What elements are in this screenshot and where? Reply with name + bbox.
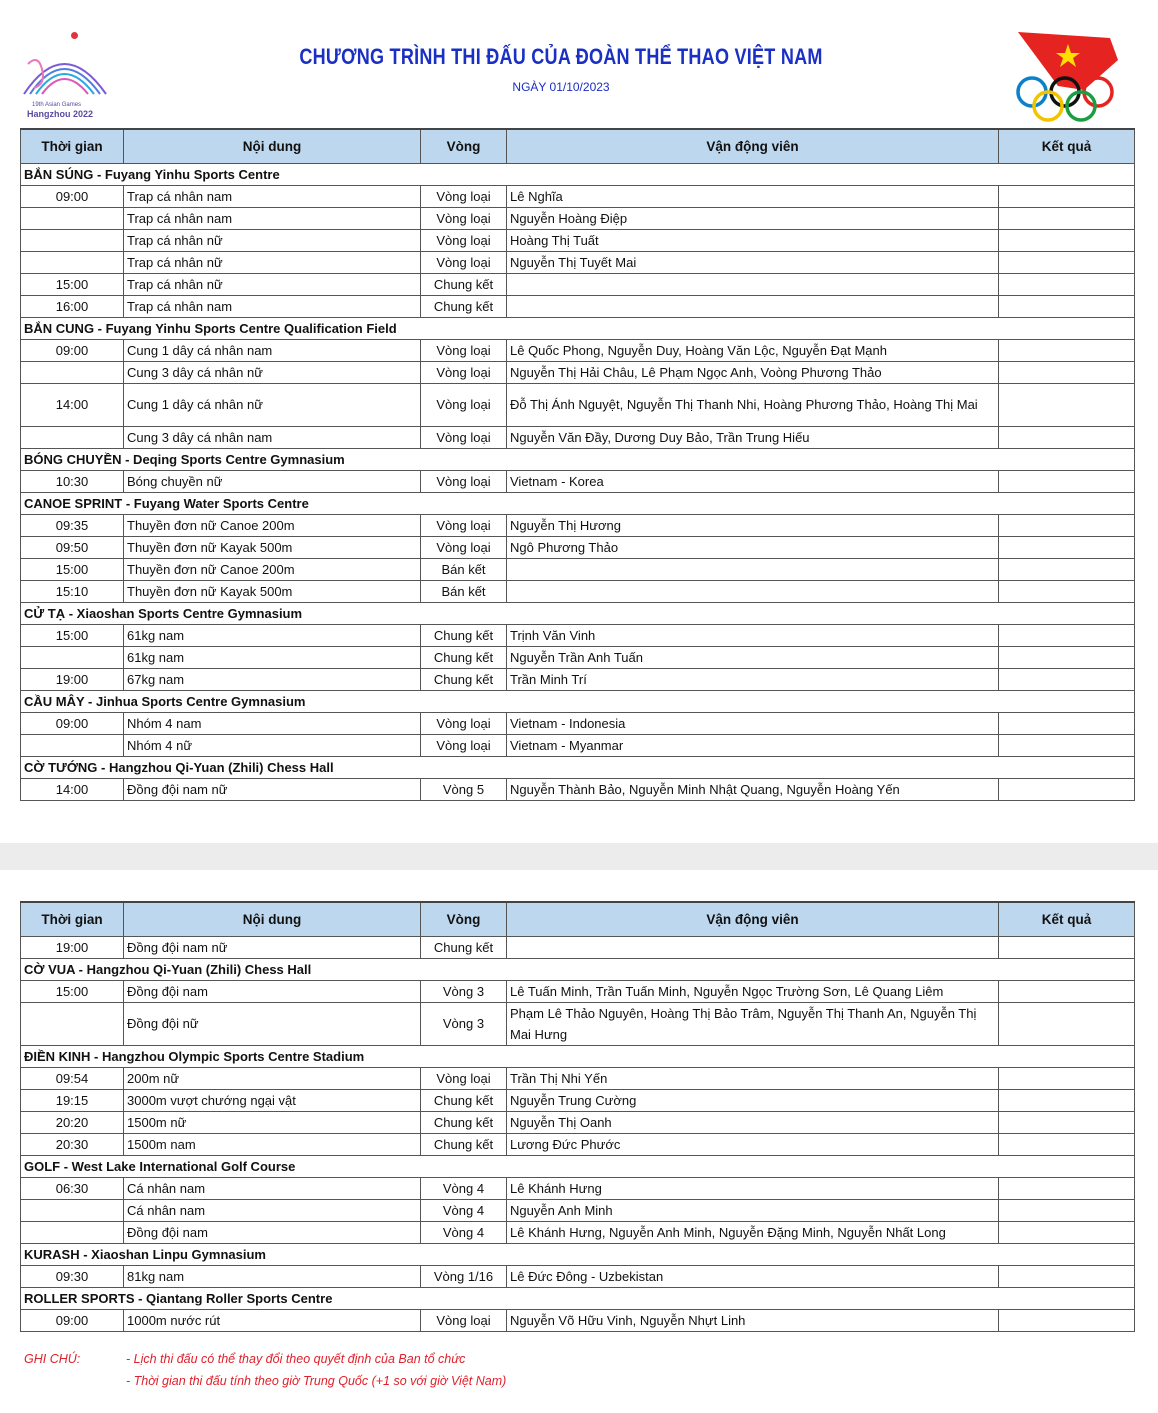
cell-round: Chung kết bbox=[421, 668, 507, 690]
cell-result bbox=[999, 273, 1135, 295]
cell-round: Chung kết bbox=[421, 1089, 507, 1111]
cell-event: 1500m nam bbox=[124, 1133, 421, 1155]
cell-round: Chung kết bbox=[421, 273, 507, 295]
cell-event: Cá nhân nam bbox=[124, 1177, 421, 1199]
column-header-event: Nội dung bbox=[124, 902, 421, 936]
cell-round: Vòng 3 bbox=[421, 1002, 507, 1045]
cell-event: 1500m nữ bbox=[124, 1111, 421, 1133]
cell-round: Vòng loại bbox=[421, 426, 507, 448]
cell-event: Trap cá nhân nam bbox=[124, 207, 421, 229]
cell-athletes: Vietnam - Korea bbox=[507, 470, 999, 492]
cell-round: Vòng 4 bbox=[421, 1221, 507, 1243]
section-title: CẦU MÂY - Jinhua Sports Centre Gymnasium bbox=[21, 690, 1135, 712]
cell-time bbox=[21, 1199, 124, 1221]
cell-event: Thuyền đơn nữ Canoe 200m bbox=[124, 514, 421, 536]
cell-athletes: Hoàng Thị Tuất bbox=[507, 229, 999, 251]
section-title: KURASH - Xiaoshan Linpu Gymnasium bbox=[21, 1243, 1135, 1265]
cell-time: 09:00 bbox=[21, 339, 124, 361]
cell-result bbox=[999, 295, 1135, 317]
cell-event: 1000m nước rút bbox=[124, 1309, 421, 1331]
cell-time bbox=[21, 734, 124, 756]
table-row bbox=[21, 1089, 1135, 1111]
table-row bbox=[21, 229, 1135, 251]
cell-event: 200m nữ bbox=[124, 1067, 421, 1089]
table-row bbox=[21, 207, 1135, 229]
cell-result bbox=[999, 339, 1135, 361]
cell-athletes: Trần Minh Trí bbox=[507, 668, 999, 690]
cell-time: 09:35 bbox=[21, 514, 124, 536]
column-header-round: Vòng bbox=[421, 902, 507, 936]
cell-time: 19:00 bbox=[21, 668, 124, 690]
cell-round: Vòng loại bbox=[421, 470, 507, 492]
page-title: CHƯƠNG TRÌNH THI ĐẤU CỦA ĐOÀN THỂ THAO VIỆT NAM bbox=[299, 44, 823, 69]
asian-games-logo bbox=[18, 30, 113, 122]
cell-event: Trap cá nhân nữ bbox=[124, 273, 421, 295]
cell-round: Chung kết bbox=[421, 1133, 507, 1155]
cell-result bbox=[999, 668, 1135, 690]
cell-round: Bán kết bbox=[421, 580, 507, 602]
cell-time: 20:30 bbox=[21, 1133, 124, 1155]
table-row bbox=[21, 1309, 1135, 1331]
cell-event: Nhóm 4 nam bbox=[124, 712, 421, 734]
cell-time: 14:00 bbox=[21, 778, 124, 800]
table-row bbox=[21, 1067, 1135, 1089]
cell-result bbox=[999, 1309, 1135, 1331]
header-row bbox=[21, 129, 1135, 163]
cell-athletes: Nguyễn Thị Hương bbox=[507, 514, 999, 536]
cell-athletes: Trần Thị Nhi Yến bbox=[507, 1067, 999, 1089]
section-row bbox=[21, 1155, 1135, 1177]
section-row bbox=[21, 602, 1135, 624]
cell-athletes: Nguyễn Anh Minh bbox=[507, 1199, 999, 1221]
cell-time: 09:00 bbox=[21, 1309, 124, 1331]
column-header-event: Nội dung bbox=[124, 129, 421, 163]
page-date: NGÀY 01/10/2023 bbox=[512, 80, 610, 94]
cell-athletes bbox=[507, 936, 999, 958]
cell-round: Chung kết bbox=[421, 295, 507, 317]
cell-round: Vòng loại bbox=[421, 712, 507, 734]
cell-round: Chung kết bbox=[421, 1111, 507, 1133]
cell-time: 20:20 bbox=[21, 1111, 124, 1133]
table-row bbox=[21, 734, 1135, 756]
table-row bbox=[21, 1111, 1135, 1133]
cell-time: 09:54 bbox=[21, 1067, 124, 1089]
cell-time bbox=[21, 1002, 124, 1045]
cell-round: Vòng loại bbox=[421, 1309, 507, 1331]
cell-athletes: Lương Đức Phước bbox=[507, 1133, 999, 1155]
cell-round: Vòng loại bbox=[421, 185, 507, 207]
cell-result bbox=[999, 646, 1135, 668]
table-row bbox=[21, 1265, 1135, 1287]
cell-event: 3000m vượt chướng ngại vật bbox=[124, 1089, 421, 1111]
cell-event: Đồng đội nữ bbox=[124, 1002, 421, 1045]
cell-event: Trap cá nhân nam bbox=[124, 295, 421, 317]
cell-athletes bbox=[507, 580, 999, 602]
cell-time: 10:30 bbox=[21, 470, 124, 492]
logo-caption: 19th Asian Games bbox=[32, 102, 82, 108]
cell-result bbox=[999, 1177, 1135, 1199]
note-line: - Thời gian thi đấu tính theo giờ Trung Quốc (+1 so với giờ Việt Nam) bbox=[126, 1374, 507, 1388]
cell-result bbox=[999, 580, 1135, 602]
cell-event: Thuyền đơn nữ Canoe 200m bbox=[124, 558, 421, 580]
cell-result bbox=[999, 936, 1135, 958]
cell-result bbox=[999, 1199, 1135, 1221]
cell-time: 09:50 bbox=[21, 536, 124, 558]
cell-round: Vòng 5 bbox=[421, 778, 507, 800]
notes-label: GHI CHÚ: bbox=[24, 1352, 81, 1366]
cell-result bbox=[999, 1067, 1135, 1089]
cell-athletes: Vietnam - Indonesia bbox=[507, 712, 999, 734]
cell-athletes bbox=[507, 558, 999, 580]
table-row bbox=[21, 668, 1135, 690]
section-row bbox=[21, 492, 1135, 514]
cell-athletes: Phạm Lê Thảo Nguyên, Hoàng Thị Bảo Trâm, Nguyễn Thị Thanh An, Nguyễn Thị Mai Hưng bbox=[507, 1002, 999, 1045]
cell-result bbox=[999, 1133, 1135, 1155]
cell-round: Vòng loại bbox=[421, 229, 507, 251]
cell-round: Chung kết bbox=[421, 936, 507, 958]
cell-round: Vòng 1/16 bbox=[421, 1265, 507, 1287]
cell-time: 15:00 bbox=[21, 980, 124, 1002]
cell-round: Bán kết bbox=[421, 558, 507, 580]
table-row bbox=[21, 1221, 1135, 1243]
schedule-table-2 bbox=[20, 901, 1135, 1332]
cell-result bbox=[999, 470, 1135, 492]
cell-result bbox=[999, 229, 1135, 251]
cell-result bbox=[999, 1221, 1135, 1243]
section-row bbox=[21, 1287, 1135, 1309]
cell-event: Trap cá nhân nữ bbox=[124, 251, 421, 273]
column-header-time: Thời gian bbox=[21, 902, 124, 936]
cell-time: 06:30 bbox=[21, 1177, 124, 1199]
cell-result bbox=[999, 536, 1135, 558]
cell-round: Vòng loại bbox=[421, 1067, 507, 1089]
schedule-table-1 bbox=[20, 128, 1135, 801]
cell-result bbox=[999, 251, 1135, 273]
cell-event: Cung 1 dây cá nhân nam bbox=[124, 339, 421, 361]
table-row bbox=[21, 1133, 1135, 1155]
section-title: BẮN CUNG - Fuyang Yinhu Sports Centre Qualification Field bbox=[21, 317, 1135, 339]
cell-athletes: Lê Quốc Phong, Nguyễn Duy, Hoàng Văn Lộc, Nguyễn Đạt Mạnh bbox=[507, 339, 999, 361]
table-row bbox=[21, 514, 1135, 536]
cell-result bbox=[999, 1089, 1135, 1111]
section-title: GOLF - West Lake International Golf Course bbox=[21, 1155, 1135, 1177]
cell-result bbox=[999, 1111, 1135, 1133]
header-row bbox=[21, 902, 1135, 936]
section-title: CỬ TẠ - Xiaoshan Sports Centre Gymnasium bbox=[21, 602, 1135, 624]
cell-athletes: Lê Khánh Hưng, Nguyễn Anh Minh, Nguyễn Đặng Minh, Nguyễn Nhất Long bbox=[507, 1221, 999, 1243]
cell-round: Vòng loại bbox=[421, 536, 507, 558]
cell-result bbox=[999, 778, 1135, 800]
cell-athletes: Nguyễn Hoàng Điệp bbox=[507, 207, 999, 229]
cell-event: 67kg nam bbox=[124, 668, 421, 690]
table-row bbox=[21, 361, 1135, 383]
cell-athletes: Nguyễn Thị Hải Châu, Lê Phạm Ngọc Anh, Voòng Phương Thảo bbox=[507, 361, 999, 383]
cell-result bbox=[999, 514, 1135, 536]
cell-result bbox=[999, 558, 1135, 580]
section-title: ĐIỀN KINH - Hangzhou Olympic Sports Centre Stadium bbox=[21, 1045, 1135, 1067]
section-row bbox=[21, 448, 1135, 470]
cell-event: Thuyền đơn nữ Kayak 500m bbox=[124, 580, 421, 602]
column-header-time: Thời gian bbox=[21, 129, 124, 163]
cell-round: Vòng 4 bbox=[421, 1199, 507, 1221]
table-row bbox=[21, 295, 1135, 317]
table-row bbox=[21, 426, 1135, 448]
cell-round: Vòng loại bbox=[421, 383, 507, 426]
table-row bbox=[21, 1002, 1135, 1045]
cell-event: Cá nhân nam bbox=[124, 1199, 421, 1221]
page-separator bbox=[0, 843, 1158, 870]
column-header-athletes: Vận động viên bbox=[507, 902, 999, 936]
cell-athletes: Lê Tuấn Minh, Trần Tuấn Minh, Nguyễn Ngọc Trường Sơn, Lê Quang Liêm bbox=[507, 980, 999, 1002]
column-header-result: Kết quả bbox=[999, 129, 1135, 163]
cell-round: Vòng loại bbox=[421, 339, 507, 361]
cell-event: Cung 1 dây cá nhân nữ bbox=[124, 383, 421, 426]
cell-round: Vòng loại bbox=[421, 734, 507, 756]
cell-time bbox=[21, 251, 124, 273]
cell-result bbox=[999, 383, 1135, 426]
cell-result bbox=[999, 624, 1135, 646]
cell-event: 61kg nam bbox=[124, 624, 421, 646]
cell-athletes: Nguyễn Trung Cường bbox=[507, 1089, 999, 1111]
section-title: BẮN SÚNG - Fuyang Yinhu Sports Centre bbox=[21, 163, 1135, 185]
table-row bbox=[21, 339, 1135, 361]
cell-event: Thuyền đơn nữ Kayak 500m bbox=[124, 536, 421, 558]
section-title: BÓNG CHUYỀN - Deqing Sports Centre Gymnasium bbox=[21, 448, 1135, 470]
cell-time: 19:15 bbox=[21, 1089, 124, 1111]
table-row bbox=[21, 273, 1135, 295]
cell-result bbox=[999, 712, 1135, 734]
cell-athletes bbox=[507, 295, 999, 317]
cell-event: Đồng đội nam bbox=[124, 1221, 421, 1243]
section-title: ROLLER SPORTS - Qiantang Roller Sports Centre bbox=[21, 1287, 1135, 1309]
cell-athletes: Đỗ Thị Ánh Nguyệt, Nguyễn Thị Thanh Nhi, Hoàng Phương Thảo, Hoàng Thị Mai bbox=[507, 383, 999, 426]
cell-athletes bbox=[507, 273, 999, 295]
cell-athletes: Nguyễn Võ Hữu Vinh, Nguyễn Nhựt Linh bbox=[507, 1309, 999, 1331]
section-title: CANOE SPRINT - Fuyang Water Sports Centre bbox=[21, 492, 1135, 514]
cell-round: Vòng loại bbox=[421, 207, 507, 229]
column-header-athletes: Vận động viên bbox=[507, 129, 999, 163]
cell-result bbox=[999, 1265, 1135, 1287]
table-row bbox=[21, 558, 1135, 580]
cell-event: Đồng đội nam nữ bbox=[124, 778, 421, 800]
cell-athletes: Lê Nghĩa bbox=[507, 185, 999, 207]
table-row bbox=[21, 580, 1135, 602]
table-row bbox=[21, 251, 1135, 273]
cell-time: 09:00 bbox=[21, 712, 124, 734]
cell-event: Đồng đội nam bbox=[124, 980, 421, 1002]
table-row bbox=[21, 712, 1135, 734]
cell-athletes: Lê Đức Đông - Uzbekistan bbox=[507, 1265, 999, 1287]
vietnam-olympic-logo bbox=[1014, 30, 1120, 122]
table-row bbox=[21, 936, 1135, 958]
section-row bbox=[21, 958, 1135, 980]
cell-result bbox=[999, 1002, 1135, 1045]
cell-athletes: Lê Khánh Hưng bbox=[507, 1177, 999, 1199]
cell-time: 16:00 bbox=[21, 295, 124, 317]
cell-athletes: Nguyễn Thành Bảo, Nguyễn Minh Nhật Quang, Nguyễn Hoàng Yến bbox=[507, 778, 999, 800]
cell-athletes: Trịnh Văn Vinh bbox=[507, 624, 999, 646]
cell-event: Nhóm 4 nữ bbox=[124, 734, 421, 756]
cell-event: Bóng chuyền nữ bbox=[124, 470, 421, 492]
section-row bbox=[21, 163, 1135, 185]
table-row bbox=[21, 1177, 1135, 1199]
cell-athletes: Nguyễn Thị Tuyết Mai bbox=[507, 251, 999, 273]
table-row bbox=[21, 383, 1135, 426]
cell-event: Trap cá nhân nữ bbox=[124, 229, 421, 251]
cell-time bbox=[21, 426, 124, 448]
cell-event: 81kg nam bbox=[124, 1265, 421, 1287]
cell-time bbox=[21, 207, 124, 229]
section-row bbox=[21, 1045, 1135, 1067]
cell-event: 61kg nam bbox=[124, 646, 421, 668]
column-header-result: Kết quả bbox=[999, 902, 1135, 936]
section-title: CỜ TƯỚNG - Hangzhou Qi-Yuan (Zhili) Chess Hall bbox=[21, 756, 1135, 778]
cell-event: Đồng đội nam nữ bbox=[124, 936, 421, 958]
column-header-round: Vòng bbox=[421, 129, 507, 163]
cell-athletes: Ngô Phương Thảo bbox=[507, 536, 999, 558]
cell-result bbox=[999, 426, 1135, 448]
cell-athletes: Nguyễn Thị Oanh bbox=[507, 1111, 999, 1133]
cell-round: Vòng 4 bbox=[421, 1177, 507, 1199]
table-row bbox=[21, 536, 1135, 558]
logo-caption-city: Hangzhou 2022 bbox=[27, 109, 94, 119]
section-row bbox=[21, 1243, 1135, 1265]
cell-time bbox=[21, 646, 124, 668]
table-row bbox=[21, 646, 1135, 668]
table-row bbox=[21, 624, 1135, 646]
cell-event: Trap cá nhân nam bbox=[124, 185, 421, 207]
cell-result bbox=[999, 361, 1135, 383]
cell-time bbox=[21, 229, 124, 251]
cell-round: Vòng loại bbox=[421, 251, 507, 273]
cell-round: Chung kết bbox=[421, 624, 507, 646]
cell-time: 15:00 bbox=[21, 624, 124, 646]
cell-round: Vòng loại bbox=[421, 514, 507, 536]
table-row bbox=[21, 1199, 1135, 1221]
cell-time: 09:00 bbox=[21, 185, 124, 207]
cell-event: Cung 3 dây cá nhân nam bbox=[124, 426, 421, 448]
cell-athletes: Nguyễn Văn Đầy, Dương Duy Bảo, Trần Trung Hiếu bbox=[507, 426, 999, 448]
cell-result bbox=[999, 207, 1135, 229]
cell-time: 09:30 bbox=[21, 1265, 124, 1287]
cell-round: Chung kết bbox=[421, 646, 507, 668]
cell-result bbox=[999, 980, 1135, 1002]
cell-event: Cung 3 dây cá nhân nữ bbox=[124, 361, 421, 383]
table-row bbox=[21, 470, 1135, 492]
section-title: CỜ VUA - Hangzhou Qi-Yuan (Zhili) Chess Hall bbox=[21, 958, 1135, 980]
cell-time bbox=[21, 361, 124, 383]
cell-result bbox=[999, 185, 1135, 207]
section-row bbox=[21, 756, 1135, 778]
cell-time: 19:00 bbox=[21, 936, 124, 958]
cell-time bbox=[21, 1221, 124, 1243]
cell-result bbox=[999, 734, 1135, 756]
table-row bbox=[21, 778, 1135, 800]
cell-time: 15:00 bbox=[21, 273, 124, 295]
cell-time: 15:00 bbox=[21, 558, 124, 580]
cell-athletes: Nguyễn Trần Anh Tuấn bbox=[507, 646, 999, 668]
note-line: - Lịch thi đấu có thể thay đổi theo quyết định của Ban tổ chức bbox=[126, 1352, 466, 1366]
cell-time: 14:00 bbox=[21, 383, 124, 426]
cell-athletes: Vietnam - Myanmar bbox=[507, 734, 999, 756]
table-row bbox=[21, 185, 1135, 207]
cell-round: Vòng loại bbox=[421, 361, 507, 383]
cell-time: 15:10 bbox=[21, 580, 124, 602]
section-row bbox=[21, 690, 1135, 712]
table-row bbox=[21, 980, 1135, 1002]
cell-round: Vòng 3 bbox=[421, 980, 507, 1002]
section-row bbox=[21, 317, 1135, 339]
